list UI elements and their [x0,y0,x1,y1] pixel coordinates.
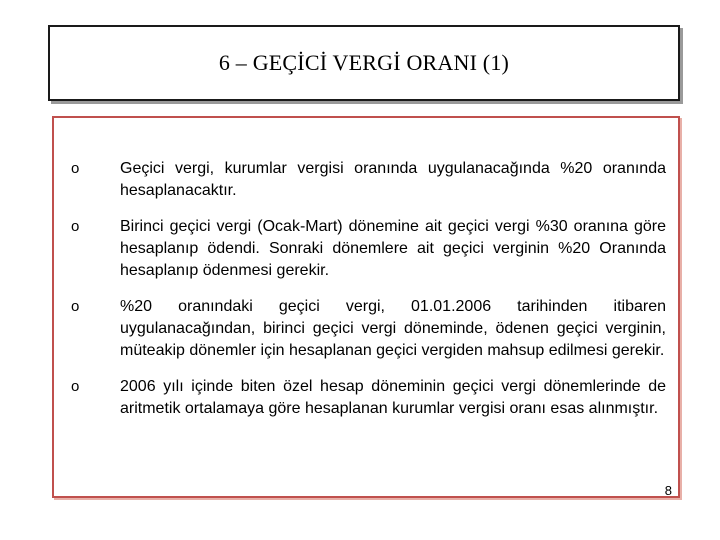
page-number: 8 [664,483,672,498]
bullet-marker: o [71,160,80,177]
content-box [52,116,680,498]
bullet-text: Birinci geçici vergi (Ocak-Mart) dönemine ait geçici vergi %30 oranına göre hesaplanıp ödendi. Sonraki dönemlere ait geçici verginin %20 Oranında hesaplanıp ödenmesi gerekir. [120,218,666,279]
bullet-list [54,158,678,434]
bullet-item [54,296,678,362]
bullet-text: Geçici vergi, kurumlar vergisi oranında uygulanacağında %20 oranında hesaplanacaktır. [120,160,666,199]
bullet-item [54,158,678,202]
bullet-text: 2006 yılı içinde biten özel hesap döneminin geçici vergi dönemlerinde de aritmetik ortalamaya göre hesaplanan kurumlar vergisi oranı esas alınmıştır. [120,378,666,417]
bullet-text: %20 oranındaki geçici vergi, 01.01.2006 tarihinden itibaren uygulanacağından, birinci geçici vergi döneminde, ödenen geçici verginin, müteakip dönemler için hesaplanan geçici vergiden mahsup edilmesi gerekir. [120,298,666,359]
bullet-marker: o [71,298,80,315]
bullet-marker: o [71,218,80,235]
bullet-item [54,376,678,420]
bullet-item [54,216,678,282]
slide-title: 6 – GEÇİCİ VERGİ ORANI (1) [218,50,510,75]
bullet-marker: o [71,378,80,395]
slide-title-box [48,25,680,101]
